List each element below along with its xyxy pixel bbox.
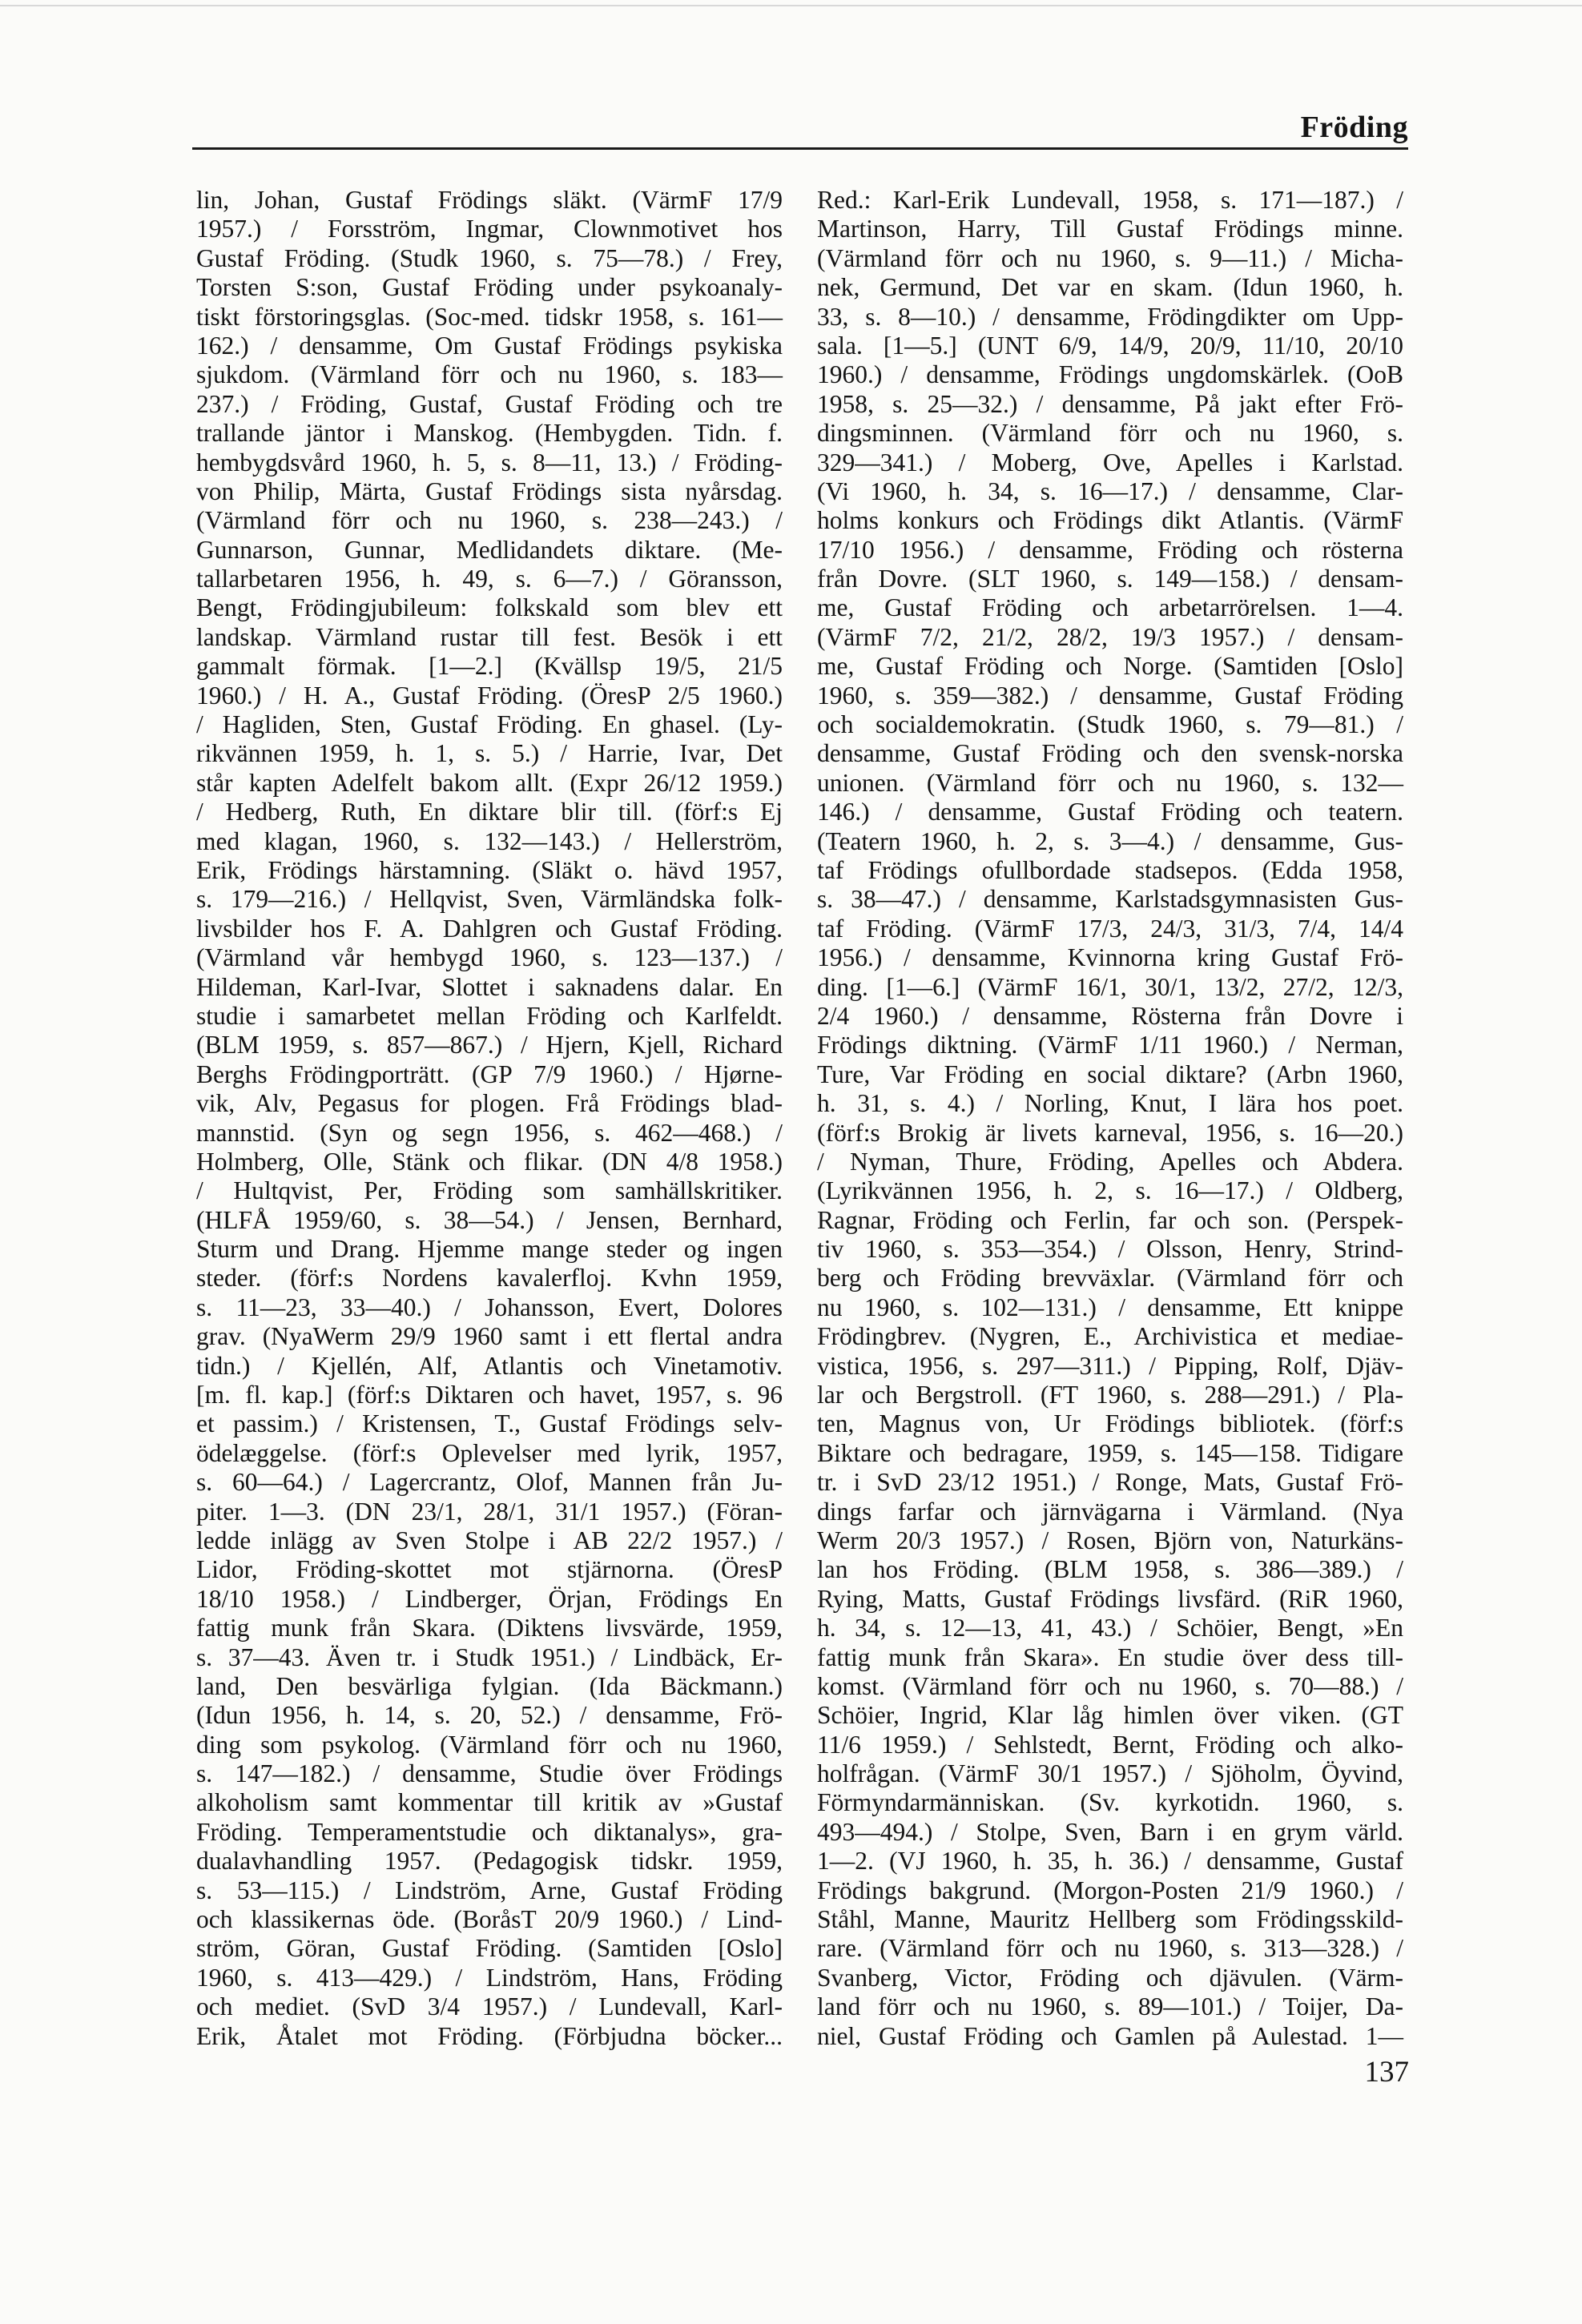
text-line: Ture, Var Fröding en social diktare? (Arbn 1960,: [817, 1059, 1403, 1088]
text-line: s. 60—64.) / Lagercrantz, Olof, Mannen från Ju-: [196, 1468, 783, 1497]
text-line: Berghs Frödingporträtt. (GP 7/9 1960.) / Hjørne-: [196, 1059, 783, 1088]
text-line: grav. (NyaWerm 29/9 1960 samt i ett flertal andra: [196, 1322, 783, 1351]
text-line: Frödings bakgrund. (Morgon-Posten 21/9 1960.) /: [817, 1876, 1403, 1904]
text-line: står kapten Adelfelt bakom allt. (Expr 26/12 1959.): [196, 768, 783, 797]
text-line: lar och Bergstroll. (FT 1960, s. 288—291.) / Pla-: [817, 1381, 1403, 1409]
text-line: (förf:s Brokig är livets karneval, 1956, s. 16—20.): [817, 1118, 1403, 1147]
text-line: ledde inlägg av Sven Stolpe i AB 22/2 1957.) /: [196, 1526, 783, 1554]
text-line: et passim.) / Kristensen, T., Gustaf Frödings selv-: [196, 1409, 783, 1438]
text-line: (Teatern 1960, h. 2, s. 3—4.) / densamme, Gus-: [817, 826, 1403, 855]
text-line: nek, Germund, Det var en skam. (Idun 1960, h.: [817, 273, 1403, 302]
text-line: dingsminnen. (Värmland förr och nu 1960, s.: [817, 419, 1403, 448]
text-line: [m. fl. kap.] (förf:s Diktaren och havet, 1957, s. 96: [196, 1381, 783, 1409]
text-line: unionen. (Värmland förr och nu 1960, s. 132—: [817, 768, 1403, 797]
text-line: Fröding. Temperamentstudie och diktanalys», gra-: [196, 1817, 783, 1846]
text-line: 146.) / densamme, Gustaf Fröding och teatern.: [817, 798, 1403, 826]
text-line: lan hos Fröding. (BLM 1958, s. 386—389.) /: [817, 1555, 1403, 1584]
text-line: och socialdemokratin. (Studk 1960, s. 79—81.) /: [817, 710, 1403, 739]
text-line: hembygdsvård 1960, h. 5, s. 8—11, 13.) / Fröding-: [196, 448, 783, 476]
text-line: Red.: Karl-Erik Lundevall, 1958, s. 171—187.) /: [817, 186, 1403, 214]
text-line: s. 179—216.) / Hellqvist, Sven, Värmländska folk-: [196, 885, 783, 914]
text-line: trallande jäntor i Manskog. (Hembygden. Tidn. f.: [196, 419, 783, 448]
text-line: 17/10 1956.) / densamme, Fröding och rösterna: [817, 535, 1403, 564]
text-line: rikvännen 1959, h. 1, s. 5.) / Harrie, Ivar, Det: [196, 739, 783, 768]
text-line: steder. (förf:s Nordens kavalerfloj. Kvhn 1959,: [196, 1264, 783, 1293]
text-line: Ståhl, Manne, Mauritz Hellberg som Frödingsskild-: [817, 1905, 1403, 1934]
text-line: piter. 1—3. (DN 23/1, 28/1, 31/1 1957.) (Föran-: [196, 1497, 783, 1526]
text-line: studie i samarbetet mellan Fröding och Karlfeldt.: [196, 1001, 783, 1030]
page-number: 137: [1364, 2056, 1409, 2089]
text-line: taf Fröding. (VärmF 17/3, 24/3, 31/3, 7/4, 14/4: [817, 914, 1403, 943]
text-line: vik, Alv, Pegasus for plogen. Frå Frödings blad-: [196, 1089, 783, 1118]
text-line: me, Gustaf Fröding och arbetarrörelsen. 1—4.: [817, 593, 1403, 622]
text-line: Sturm und Drang. Hjemme mange steder og ingen: [196, 1235, 783, 1264]
text-line: Frödingbrev. (Nygren, E., Archivistica et mediae-: [817, 1322, 1403, 1351]
text-line: 11/6 1959.) / Sehlstedt, Bernt, Fröding och alko-: [817, 1730, 1403, 1759]
text-line: Lidor, Fröding-skottet mot stjärnorna. (ÖresP: [196, 1555, 783, 1584]
text-line: ding som psykolog. (Värmland förr och nu 1960,: [196, 1730, 783, 1759]
text-line: komst. (Värmland förr och nu 1960, s. 70—88.) /: [817, 1671, 1403, 1700]
text-line: Gustaf Fröding. (Studk 1960, s. 75—78.) / Frey,: [196, 243, 783, 272]
text-line: alkoholism samt kommentar till kritik av »Gustaf: [196, 1788, 783, 1817]
text-line: vistica, 1956, s. 297—311.) / Pipping, Rolf, Djäv-: [817, 1351, 1403, 1380]
text-line: holms konkurs och Frödings dikt Atlantis. (VärmF: [817, 506, 1403, 535]
text-line: livsbilder hos F. A. Dahlgren och Gustaf Fröding.: [196, 914, 783, 943]
text-line: / Hedberg, Ruth, En diktare blir till. (förf:s Ej: [196, 798, 783, 826]
text-line: s. 11—23, 33—40.) / Johansson, Evert, Dolores: [196, 1293, 783, 1321]
text-line: sala. [1—5.] (UNT 6/9, 14/9, 20/9, 11/10, 20/10: [817, 331, 1403, 360]
text-line: Rying, Matts, Gustaf Frödings livsfärd. (RiR 1960,: [817, 1584, 1403, 1613]
text-line: 33, s. 8—10.) / densamme, Frödingdikter om Upp-: [817, 302, 1403, 331]
text-line: (Värmland förr och nu 1960, s. 238—243.) /: [196, 506, 783, 535]
text-line: berg och Fröding brevväxlar. (Värmland förr och: [817, 1264, 1403, 1293]
text-line: h. 31, s. 4.) / Norling, Knut, I lära hos poet.: [817, 1089, 1403, 1118]
text-line: Förmyndarmänniskan. (Sv. kyrkotidn. 1960, s.: [817, 1788, 1403, 1817]
text-line: (Värmland förr och nu 1960, s. 9—11.) / Micha-: [817, 243, 1403, 272]
text-line: 1956.) / densamme, Kvinnorna kring Gustaf Frö-: [817, 943, 1403, 972]
text-line: ödelæggelse. (förf:s Oplevelser med lyrik, 1957,: [196, 1438, 783, 1467]
text-line: tallarbetaren 1956, h. 49, s. 6—7.) / Göransson,: [196, 565, 783, 593]
text-line: (VärmF 7/2, 21/2, 28/2, 19/3 1957.) / densam-: [817, 622, 1403, 651]
text-line: Erik, Frödings härstamning. (Släkt o. hävd 1957,: [196, 855, 783, 884]
text-line: (Vi 1960, h. 34, s. 16—17.) / densamme, Clar-: [817, 476, 1403, 505]
text-line: 2/4 1960.) / densamme, Rösterna från Dovre i: [817, 1001, 1403, 1030]
text-line: 1960, s. 359—382.) / densamme, Gustaf Fröding: [817, 681, 1403, 710]
text-line: s. 38—47.) / densamme, Karlstadsgymnasisten Gus-: [817, 885, 1403, 914]
text-line: h. 34, s. 12—13, 41, 43.) / Schöier, Bengt, »En: [817, 1614, 1403, 1642]
text-line: Werm 20/3 1957.) / Rosen, Björn von, Naturkäns-: [817, 1526, 1403, 1554]
text-line: densamme, Gustaf Fröding och den svensk-norska: [817, 739, 1403, 768]
top-edge-rule: [0, 5, 1582, 6]
text-line: land, Den besvärliga fylgian. (Ida Bäckmann.): [196, 1671, 783, 1700]
text-line: och mediet. (SvD 3/4 1957.) / Lundevall, Karl-: [196, 1992, 783, 2021]
text-line: dualavhandling 1957. (Pedagogisk tidskr. 1959,: [196, 1847, 783, 1876]
text-line: s. 53—115.) / Lindström, Arne, Gustaf Fröding: [196, 1876, 783, 1904]
text-line: 1957.) / Forsström, Ingmar, Clownmotivet hos: [196, 215, 783, 243]
text-line: / Nyman, Thure, Fröding, Apelles och Abdera.: [817, 1147, 1403, 1176]
text-line: Ragnar, Fröding och Ferlin, far och son. (Perspek-: [817, 1205, 1403, 1234]
text-line: (HLFÅ 1959/60, s. 38—54.) / Jensen, Bernhard,: [196, 1205, 783, 1234]
text-line: s. 147—182.) / densamme, Studie över Frödings: [196, 1759, 783, 1788]
text-line: Schöier, Ingrid, Klar låg himlen över viken. (GT: [817, 1701, 1403, 1730]
text-line: landskap. Värmland rustar till fest. Besök i ett: [196, 622, 783, 651]
text-line: Svanberg, Victor, Fröding och djävulen. (Värm-: [817, 1963, 1403, 1992]
text-line: 1960.) / densamme, Frödings ungdomskärlek. (OoB: [817, 360, 1403, 389]
text-line: Gunnarson, Gunnar, Medlidandets diktare. (Me-: [196, 535, 783, 564]
text-line: taf Frödings ofullbordade stadsepos. (Edda 1958,: [817, 855, 1403, 884]
text-line: 18/10 1958.) / Lindberger, Örjan, Frödings En: [196, 1584, 783, 1613]
text-line: s. 37—43. Även tr. i Studk 1951.) / Lindbäck, Er-: [196, 1642, 783, 1671]
text-line: Erik, Åtalet mot Fröding. (Förbjudna böcker...: [196, 2021, 783, 2050]
text-line: 1960, s. 413—429.) / Lindström, Hans, Fröding: [196, 1963, 783, 1992]
text-line: 329—341.) / Moberg, Ove, Apelles i Karlstad.: [817, 448, 1403, 476]
right-text-column: [817, 186, 1403, 2050]
text-line: fattig munk från Skara. (Diktens livsvärde, 1959,: [196, 1614, 783, 1642]
text-line: nu 1960, s. 102—131.) / densamme, Ett knippe: [817, 1293, 1403, 1321]
text-line: sjukdom. (Värmland förr och nu 1960, s. 183—: [196, 360, 783, 389]
text-line: me, Gustaf Fröding och Norge. (Samtiden [Oslo]: [817, 652, 1403, 681]
text-line: / Hultqvist, Per, Fröding som samhällskritiker.: [196, 1176, 783, 1205]
text-line: lin, Johan, Gustaf Frödings släkt. (VärmF 17/9: [196, 186, 783, 214]
text-line: Bengt, Frödingjubileum: folkskald som blev ett: [196, 593, 783, 622]
text-line: (Idun 1956, h. 14, s. 20, 52.) / densamme, Frö-: [196, 1701, 783, 1730]
running-header: [192, 111, 1408, 150]
text-line: Torsten S:son, Gustaf Fröding under psykoanaly-: [196, 273, 783, 302]
text-line: Hildeman, Karl-Ivar, Slottet i saknadens dalar. En: [196, 972, 783, 1001]
text-line: niel, Gustaf Fröding och Gamlen på Aulestad. 1—: [817, 2021, 1403, 2050]
text-line: tr. i SvD 23/12 1951.) / Ronge, Mats, Gustaf Frö-: [817, 1468, 1403, 1497]
text-line: tidn.) / Kjellén, Alf, Atlantis och Vinetamotiv.: [196, 1351, 783, 1380]
text-line: Frödings diktning. (VärmF 1/11 1960.) / Nerman,: [817, 1031, 1403, 1059]
text-line: 493—494.) / Stolpe, Sven, Barn i en grym värld.: [817, 1817, 1403, 1846]
text-line: rare. (Värmland förr och nu 1960, s. 313—328.) /: [817, 1934, 1403, 1963]
text-line: från Dovre. (SLT 1960, s. 149—158.) / densam-: [817, 565, 1403, 593]
text-line: 1958, s. 25—32.) / densamme, På jakt efter Frö-: [817, 389, 1403, 418]
text-line: (Lyrikvännen 1956, h. 2, s. 16—17.) / Oldberg,: [817, 1176, 1403, 1205]
running-title: Fröding: [1300, 111, 1408, 144]
text-line: gammalt förmak. [1—2.] (Kvällsp 19/5, 21/5: [196, 652, 783, 681]
text-line: (Värmland vår hembygd 1960, s. 123—137.) /: [196, 943, 783, 972]
text-line: med klagan, 1960, s. 132—143.) / Hellerström,: [196, 826, 783, 855]
text-line: tiv 1960, s. 353—354.) / Olsson, Henry, Strind-: [817, 1235, 1403, 1264]
text-line: och klassikernas öde. (BoråsT 20/9 1960.) / Lind-: [196, 1905, 783, 1934]
text-line: 1—2. (VJ 1960, h. 35, h. 36.) / densamme, Gustaf: [817, 1847, 1403, 1876]
text-line: 237.) / Fröding, Gustaf, Gustaf Fröding och tre: [196, 389, 783, 418]
text-line: mannstid. (Syn og segn 1956, s. 462—468.) /: [196, 1118, 783, 1147]
text-line: ten, Magnus von, Ur Frödings bibliotek. (förf:s: [817, 1409, 1403, 1438]
text-line: 162.) / densamme, Om Gustaf Frödings psykiska: [196, 331, 783, 360]
text-line: ding. [1—6.] (VärmF 16/1, 30/1, 13/2, 27/2, 12/3,: [817, 972, 1403, 1001]
text-line: tiskt förstoringsglas. (Soc-med. tidskr 1958, s. 161—: [196, 302, 783, 331]
text-line: ström, Göran, Gustaf Fröding. (Samtiden [Oslo]: [196, 1934, 783, 1963]
text-line: dings farfar och järnvägarna i Värmland. (Nya: [817, 1497, 1403, 1526]
text-line: / Hagliden, Sten, Gustaf Fröding. En ghasel. (Ly-: [196, 710, 783, 739]
text-line: holfrågan. (VärmF 30/1 1957.) / Sjöholm, Öyvind,: [817, 1759, 1403, 1788]
text-line: 1960.) / H. A., Gustaf Fröding. (ÖresP 2/5 1960.): [196, 681, 783, 710]
text-line: (BLM 1959, s. 857—867.) / Hjern, Kjell, Richard: [196, 1031, 783, 1059]
text-line: Martinson, Harry, Till Gustaf Frödings minne.: [817, 215, 1403, 243]
text-line: Holmberg, Olle, Stänk och flikar. (DN 4/8 1958.): [196, 1147, 783, 1176]
text-line: von Philip, Märta, Gustaf Frödings sista nyårsdag.: [196, 476, 783, 505]
text-line: fattig munk från Skara». En studie över dess till-: [817, 1642, 1403, 1671]
left-text-column: [196, 186, 783, 2050]
text-line: land förr och nu 1960, s. 89—101.) / Toijer, Da-: [817, 1992, 1403, 2021]
text-line: Biktare och bedragare, 1959, s. 145—158. Tidigare: [817, 1438, 1403, 1467]
